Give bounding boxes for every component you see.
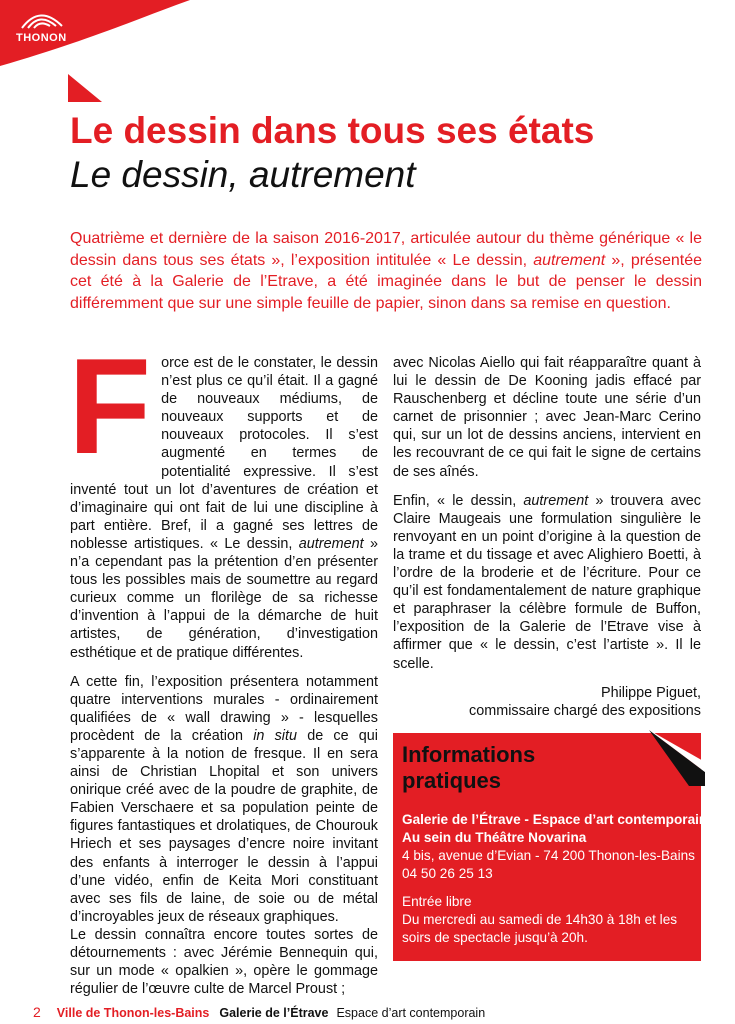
paragraph-4: avec Nicolas Aiello qui fait réapparaître quant à lui le dessin de De Kooning jadis effacé par Rauschenberg et décline toute une série d’un carnet de prisonnier ; avec Jean-Marc Cerino qui, sur un lot de dessins anciens, intervient en les recouvrant de ce qui fait le signe de certains de ses aînés. (393, 355, 701, 480)
paragraph-5: Enfin, « le dessin, autrement » trouvera avec Claire Maugeais une formulation singulière le renvoyant en un point d’origine à la question de la trame et du tissage et avec Alighiero Boetti, à l’ordre de la broderie et de l’écriture. Pour ce qu’il est fondamentalement de nature graphique et paraphraser la célèbre formule de Buffon, l’exposition de la Galerie de l’Etrave vise à affirmer que « le dessin, c’est l’artiste ». Il le scelle. (393, 492, 701, 672)
footer (33, 1004, 485, 1020)
info-phone: 04 50 26 25 13 (402, 866, 493, 881)
page-title: Le dessin dans tous ses états (70, 110, 595, 151)
page-number: 2 (33, 1004, 41, 1020)
logo-text: THONON (16, 32, 67, 44)
paragraph-2: A cette fin, l’exposition présentera notamment quatre interventions murales - ordinairement qualifiées de « wall drawing » - lesquelles procèdent de la création in situ de ce qui s’apparente à la notion de fresque. Il en sera ainsi de Christian Lhopital et son univers onirique créé avec de la poudre de graphite, de Fabien Verschaere et sa population peinte de figures fantastiques et drolatiques, de Chourouk Hriech et ses paysages d’encre noire invitant des enfants à interroger le dessin à l’appui d’une vidéo, enfin de Keita Mori constituant avec ses fils de laine, de soie ou de métal d’incroyables jeux de réseaux graphiques. (70, 673, 379, 925)
info-venue: Galerie de l’Étrave - Espace d’art contemporain (402, 812, 708, 827)
info-corner-triangle (649, 730, 705, 786)
title-corner-triangle (68, 74, 102, 102)
info-venue-theatre: Au sein du Théâtre Novarina (402, 830, 587, 845)
article-column-right (393, 354, 701, 720)
info-hours-2: soirs de spectacle jusqu’à 20h. (402, 930, 588, 945)
footer-gallery: Galerie de l’Étrave (219, 1006, 329, 1020)
info-address: 4 bis, avenue d’Evian - 74 200 Thonon-les-Bains (402, 848, 695, 863)
info-entry: Entrée libre (402, 894, 472, 909)
drop-cap: F (68, 330, 152, 482)
intro-paragraph: Quatrième et dernière de la saison 2016-2017, articulée autour du thème générique « le dessin dans tous ses états », l’exposition intitulée « Le dessin, autrement », présentée cet été à la Galerie de l’Etrave, a été imaginée dans le but de penser le dessin différemment que sur une simple feuille de papier, sinon dans sa remise en question. (70, 230, 702, 312)
paragraph-3: Le dessin connaîtra encore toutes sortes de détournements : avec Jérémie Bennequin qui, sur un mode « opalkien », opère le gommage régulier de l’œuvre culte de Marcel Proust ; (70, 926, 378, 998)
signature-name: Philippe Piguet, (600, 684, 701, 701)
info-title: Informations pratiques (402, 742, 536, 793)
signature-role: commissaire chargé des expositions (469, 702, 701, 719)
paragraph-1: Force est de le constater, le dessin n’est plus ce qu’il était. Il a gagné de nouveaux médiums, de nouveaux supports et de nouveaux protocoles. Il s’est augmenté en termes de potentialité expressive. Il s’est inventé tout un lot d’aventures de création et d’imaginaire qui ont fait de lui une discipline à part entière. Bref, il a gagné ses lettres de noblesse artistiques. « Le dessin, autrement » n’a cependant pas la prétention d’en présenter tous les possibles mais de soumettre au regard curieux comme un florilège de sa richesse d’invention à l’appui de la démarche de huit artistes, de génération, d’investigation esthétique et de pratique différentes. (68, 330, 378, 661)
page-subtitle: Le dessin, autrement (70, 154, 416, 195)
footer-space: Espace d’art contemporain (336, 1006, 486, 1020)
footer-town: Ville de Thonon-les-Bains (56, 1006, 210, 1020)
info-body (402, 811, 708, 947)
article-column-left (68, 330, 379, 998)
info-hours-1: Du mercredi au samedi de 14h30 à 18h et les (402, 912, 678, 927)
